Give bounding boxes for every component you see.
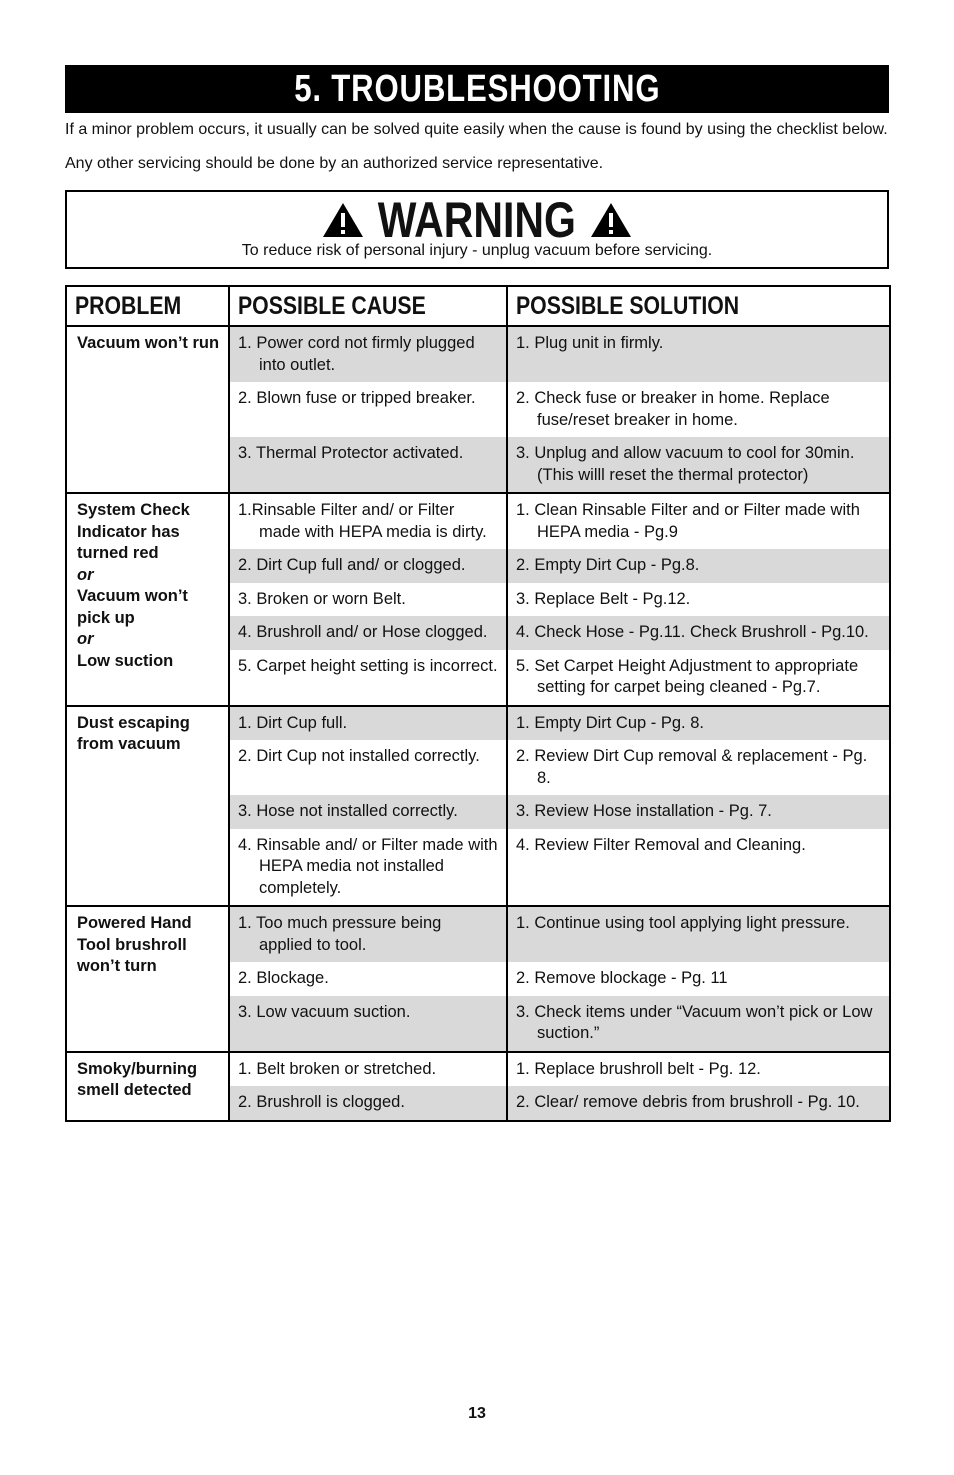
cause-cell bbox=[229, 549, 507, 583]
solution-text: 3. Replace Belt - Pg.12. bbox=[516, 589, 691, 608]
service-note: Any other servicing should be done by an authorized service representative. bbox=[65, 155, 604, 172]
problem-label: Powered Hand Tool brushroll won’t turn bbox=[77, 914, 192, 975]
cause-cell bbox=[229, 616, 507, 650]
solution-cell bbox=[507, 493, 890, 549]
cause-text: 2. Dirt Cup not installed correctly. bbox=[238, 747, 480, 765]
problem-cell bbox=[66, 706, 229, 907]
solution-cell bbox=[507, 906, 890, 962]
problem-or-label: or bbox=[77, 565, 94, 584]
cause-cell bbox=[229, 996, 507, 1052]
table-row bbox=[66, 1052, 890, 1087]
cause-cell bbox=[229, 326, 507, 382]
solution-text: 5. Set Carpet Height Adjustment to appropriate setting for carpet being cleaned - Pg.7. bbox=[516, 656, 859, 696]
solution-cell bbox=[507, 549, 890, 583]
cause-text: 1. Too much pressure being applied to tool. bbox=[238, 914, 442, 954]
problem-label: Smoky/burning smell detected bbox=[77, 1059, 198, 1099]
warning-box bbox=[65, 190, 889, 269]
cause-cell bbox=[229, 382, 507, 437]
solution-text: 3. Unplug and allow vacuum to cool for 30min. (This willl reset the thermal protector) bbox=[516, 444, 855, 484]
solution-cell bbox=[507, 962, 890, 996]
cause-cell bbox=[229, 437, 507, 493]
cause-cell bbox=[229, 906, 507, 962]
solution-cell bbox=[507, 829, 890, 907]
section-title-bar bbox=[65, 65, 889, 113]
problem-cell bbox=[66, 326, 229, 493]
solution-text: 2. Empty Dirt Cup - Pg.8. bbox=[516, 556, 700, 574]
solution-text: 1. Plug unit in firmly. bbox=[516, 334, 664, 352]
warning-label: WARNING bbox=[377, 192, 577, 248]
cause-cell bbox=[229, 706, 507, 741]
problem-label: Low suction bbox=[77, 651, 174, 670]
table-row bbox=[66, 906, 890, 962]
table-row bbox=[66, 326, 890, 382]
cause-text: 3. Low vacuum suction. bbox=[238, 1002, 411, 1021]
solution-cell bbox=[507, 795, 890, 829]
page bbox=[65, 65, 889, 1122]
cause-cell bbox=[229, 1086, 507, 1121]
cause-text: 1. Dirt Cup full. bbox=[238, 713, 348, 732]
cause-text: 2. Dirt Cup full and/ or clogged. bbox=[238, 556, 466, 574]
problem-cell bbox=[66, 1052, 229, 1121]
warning-triangle-icon bbox=[590, 202, 632, 238]
cause-text: 4. Brushroll and/ or Hose clogged. bbox=[238, 623, 488, 641]
troubleshooting-table bbox=[65, 285, 891, 1122]
warning-triangle-icon bbox=[322, 202, 364, 238]
solution-cell bbox=[507, 437, 890, 493]
cause-cell bbox=[229, 962, 507, 996]
solution-cell bbox=[507, 650, 890, 706]
solution-text: 4. Check Hose - Pg.11. Check Brushroll - Pg.10. bbox=[516, 623, 869, 641]
cause-text: 2. Brushroll is clogged. bbox=[238, 1093, 405, 1111]
table-row bbox=[66, 493, 890, 549]
problem-or-label: or bbox=[77, 630, 94, 648]
page-number: 13 bbox=[468, 1405, 486, 1422]
solution-cell bbox=[507, 583, 890, 617]
table-header-row bbox=[66, 286, 890, 326]
page-title: 5. TROUBLESHOOTING bbox=[293, 67, 661, 110]
cause-cell bbox=[229, 583, 507, 617]
header-possible-cause: POSSIBLE CAUSE bbox=[229, 286, 507, 326]
solution-cell bbox=[507, 706, 890, 741]
cause-cell bbox=[229, 493, 507, 549]
solution-cell bbox=[507, 1086, 890, 1121]
header-problem: PROBLEM bbox=[66, 286, 229, 326]
warning-heading bbox=[67, 194, 887, 246]
solution-text: 1. Empty Dirt Cup - Pg. 8. bbox=[516, 713, 704, 732]
cause-cell bbox=[229, 1052, 507, 1087]
solution-text: 2. Review Dirt Cup removal & replacement - Pg. 8. bbox=[516, 747, 868, 787]
problem-cell bbox=[66, 906, 229, 1052]
cause-cell bbox=[229, 795, 507, 829]
cause-text: 2. Blockage. bbox=[238, 969, 329, 987]
cause-text: 1.Rinsable Filter and/ or Filter made with HEPA media is dirty. bbox=[238, 501, 487, 541]
problem-cell bbox=[66, 493, 229, 706]
cause-text: 3. Thermal Protector activated. bbox=[238, 444, 464, 462]
intro-paragraph: If a minor problem occurs, it usually can be solved quite easily when the cause is found by using the checklist below. bbox=[65, 121, 888, 138]
solution-cell bbox=[507, 996, 890, 1052]
solution-cell bbox=[507, 382, 890, 437]
solution-text: 2. Clear/ remove debris from brushroll - Pg. 10. bbox=[516, 1093, 860, 1111]
solution-cell bbox=[507, 326, 890, 382]
cause-text: 4. Rinsable and/ or Filter made with HEPA media not installed completely. bbox=[238, 835, 498, 897]
solution-text: 1. Replace brushroll belt - Pg. 12. bbox=[516, 1059, 761, 1078]
solution-text: 1. Clean Rinsable Filter and or Filter made with HEPA media - Pg.9 bbox=[516, 501, 860, 541]
cause-cell bbox=[229, 829, 507, 907]
problem-label: Vacuum won’t pick up bbox=[77, 587, 188, 627]
problem-label: System Check Indicator has turned red bbox=[77, 501, 190, 562]
solution-cell bbox=[507, 616, 890, 650]
cause-text: 2. Blown fuse or tripped breaker. bbox=[238, 389, 476, 407]
header-possible-solution: POSSIBLE SOLUTION bbox=[507, 286, 890, 326]
problem-label: Dust escaping from vacuum bbox=[77, 713, 190, 753]
solution-text: 4. Review Filter Removal and Cleaning. bbox=[516, 835, 806, 854]
warning-text: To reduce risk of personal injury - unplug vacuum before servicing. bbox=[241, 242, 713, 259]
cause-cell bbox=[229, 740, 507, 795]
solution-text: 3. Check items under “Vacuum won’t pick or Low suction.” bbox=[516, 1002, 873, 1042]
problem-label: Vacuum won’t run bbox=[77, 334, 220, 352]
solution-text: 2. Check fuse or breaker in home. Replace fuse/reset breaker in home. bbox=[516, 389, 830, 429]
cause-text: 3. Hose not installed correctly. bbox=[238, 802, 458, 820]
cause-text: 1. Power cord not firmly plugged into outlet. bbox=[238, 334, 475, 374]
solution-text: 3. Review Hose installation - Pg. 7. bbox=[516, 802, 772, 820]
cause-text: 1. Belt broken or stretched. bbox=[238, 1059, 437, 1078]
cause-text: 5. Carpet height setting is incorrect. bbox=[238, 656, 498, 675]
solution-text: 2. Remove blockage - Pg. 11 bbox=[516, 969, 728, 987]
table-row bbox=[66, 706, 890, 741]
cause-text: 3. Broken or worn Belt. bbox=[238, 589, 406, 608]
solution-text: 1. Continue using tool applying light pressure. bbox=[516, 914, 850, 932]
cause-cell bbox=[229, 650, 507, 706]
solution-cell bbox=[507, 740, 890, 795]
solution-cell bbox=[507, 1052, 890, 1087]
